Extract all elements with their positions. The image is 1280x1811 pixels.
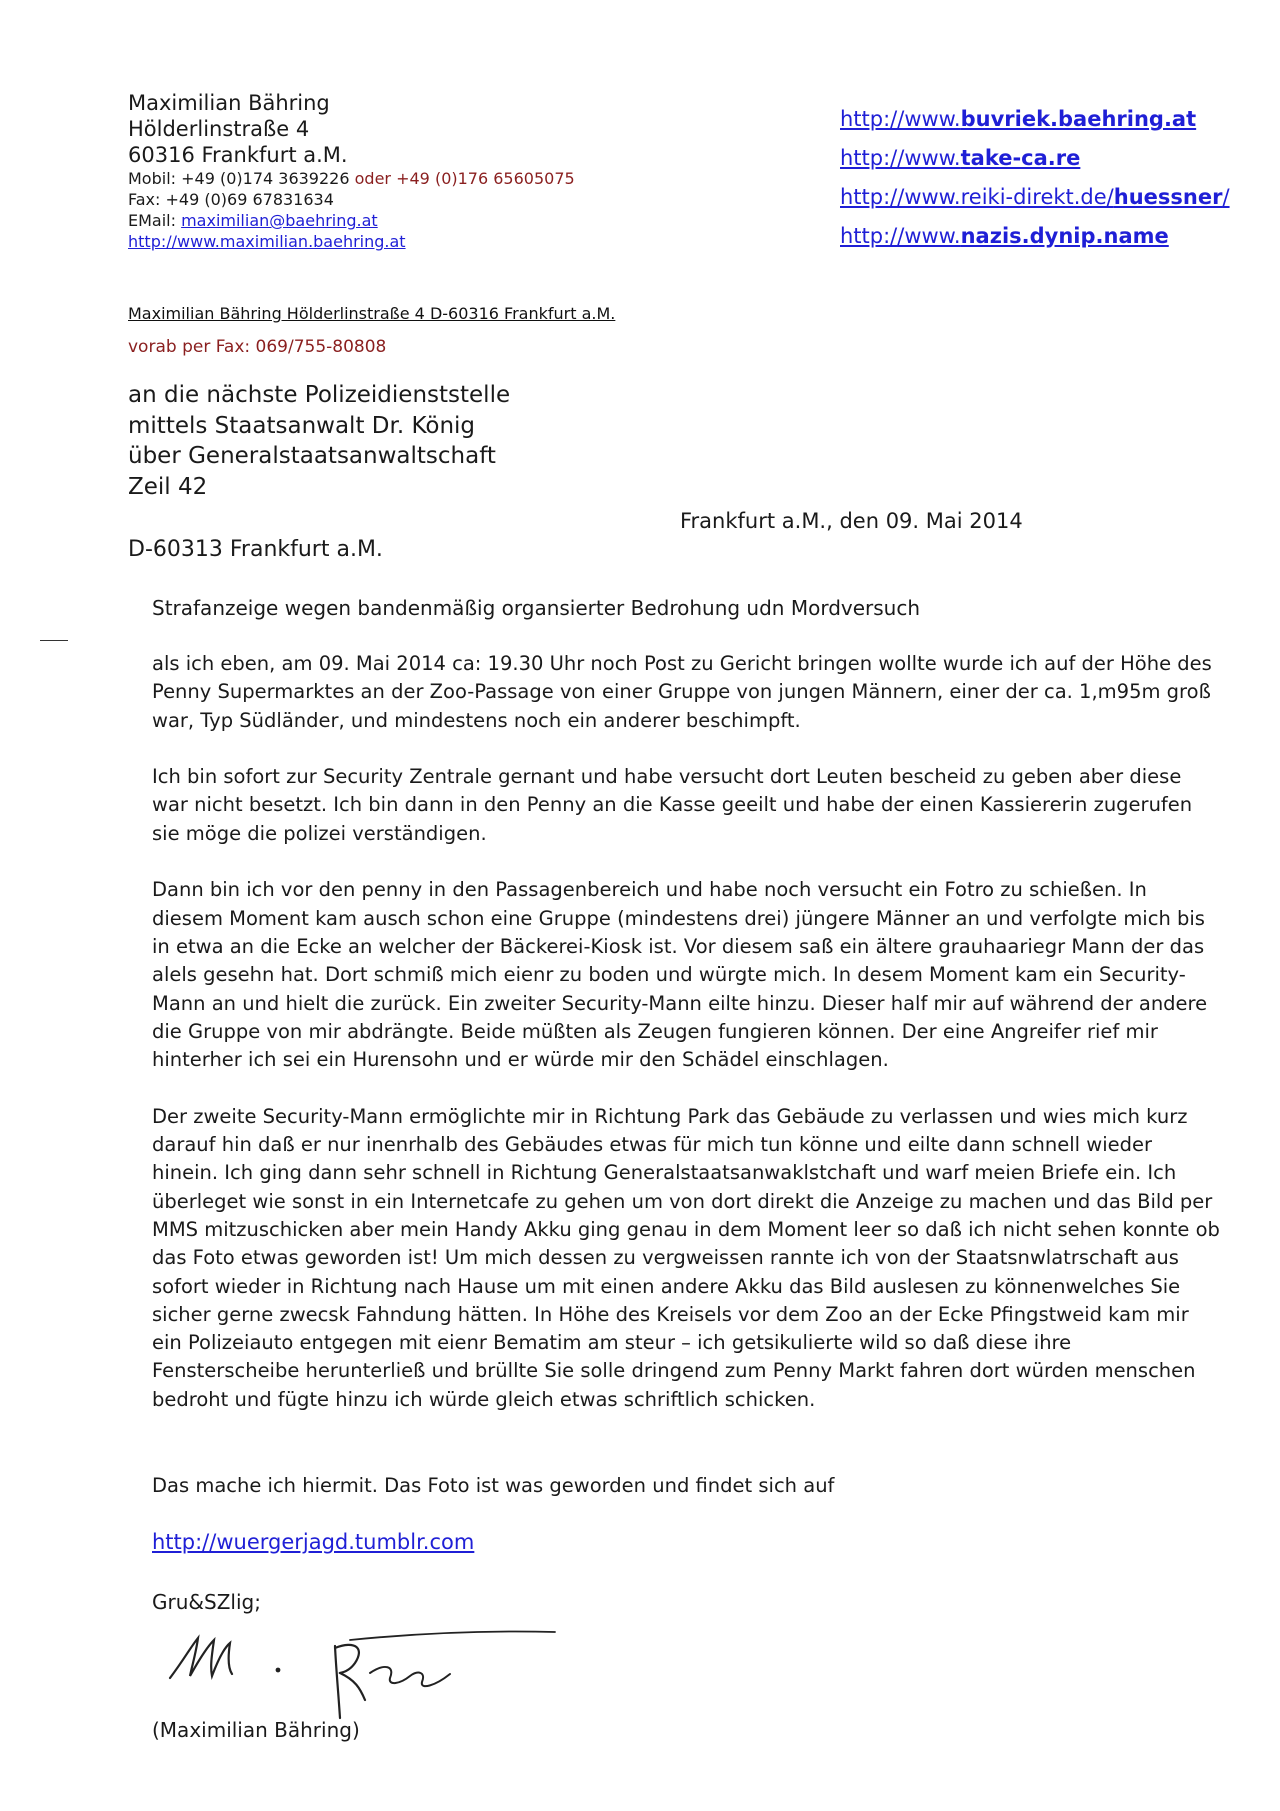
link-domain: huessner xyxy=(1113,185,1223,209)
recipient-line-3: über Generalstaatsanwaltschaft xyxy=(128,443,496,469)
mobile-oder: oder xyxy=(354,169,391,188)
subject-line: Strafanzeige wegen bandenmäßig organsierter Bedrohung udn Mordversuch xyxy=(152,596,921,620)
link-domain: buvriek.baehring.at xyxy=(960,107,1197,131)
link-take-care[interactable] xyxy=(840,139,1260,178)
letter-date: Frankfurt a.M., den 09. Mai 2014 xyxy=(680,509,1023,533)
email-link[interactable]: maximilian@baehring.at xyxy=(181,211,378,230)
link-prefix: http://www. xyxy=(840,224,961,248)
return-address: Maximilian Bähring Hölderlinstraße 4 D-60316 Frankfurt a.M. xyxy=(128,304,616,323)
recipient-block xyxy=(128,380,510,502)
body-paragraph-3: Dann bin ich vor den penny in den Passagenbereich und habe noch versucht ein Fotro zu schießen. In diesem Moment kam ausch schon eine Gruppe (mindestens drei) jüngere Männer an und verfolgte mich bis in etwa an die Ecke an welcher der Bäckerei-Kiosk ist. Vor diesem saß ein ältere grauhaariegr Mann der das alels gesehn hat. Dort schmiß mich eienr zu boden und würgte mich. In desem Moment kam ein Security-Mann an und hielt die zurück. Ein zweiter Security-Mann eilte hinzu. Dieser half mir auf während der andere die Gruppe von mir abdrängte. Beide müßten als Zeugen fungieren können. Der eine Angreifer rief mir hinterher ich sei ein Hurensohn und er würde mir den Schädel einschlagen. xyxy=(152,878,1208,1072)
sender-name: Maximilian Bähring xyxy=(128,91,330,115)
link-domain: nazis.dynip.name xyxy=(960,224,1169,248)
link-list xyxy=(840,100,1260,256)
recipient-line-4: Zeil 42 xyxy=(128,473,208,500)
body-paragraph-2: Ich bin sofort zur Security Zentrale gernant und habe versucht dort Leuten bescheid zu geben aber diese war nicht besetzt. Ich bin dann in den Penny an die Kasse geeilt und habe der einen Kassiererin zugerufen sie möge die polizei verständigen. xyxy=(152,765,1193,845)
photo-link[interactable]: http://wuergerjagd.tumblr.com xyxy=(152,1530,475,1554)
sender-email xyxy=(128,210,768,231)
body-paragraph-4: Der zweite Security-Mann ermöglichte mir in Richtung Park das Gebäude zu verlassen und wies mich kurz darauf hin daß er nur inenrhalb des Gebäudes etwas für mich tun könne und eilte dann schnell wieder hinein. Ich ging dann sehr schnell in Richtung Generalstaatsanwaklstchaft und warf meien Briefe ein. Ich überleget wie sonst in ein Internetcafe zu gehen um von dort direkt die Anzeige zu machen und das Bild per MMS mitzuschicken aber mein Handy Akku ging genau in dem Moment leer so daß ich nicht sehen konnte ob das Foto etwas geworden ist! Um mich dessen zu vergweissen rannte ich von der Staatsnwlatrschaft aus sofort wieder in Richtung nach Hause um mit einen andere Akku das Bild auslesen zu könnenwelches Sie sicher gerne zwecsk Fahndung hätten. In Höhe des Kreisels vor dem Zoo an der Ecke Pfingstweid kam mir ein Polizeiauto entgegen mit eienr Bematim am steur – ich getsikulierte wild so daß diese ihre Fensterscheibe herunterließ und brüllte Sie solle dringend zum Penny Markt fahren dort würden menschen bedroht und fügte hinzu ich würde gleich etwas schriftlich schicken. xyxy=(152,1104,1220,1411)
link-suffix: / xyxy=(1222,185,1230,209)
fold-mark xyxy=(40,640,68,641)
greeting: Gru&SZlig; xyxy=(152,1590,261,1614)
recipient-city: D-60313 Frankfurt a.M. xyxy=(128,537,383,562)
link-buvriek[interactable] xyxy=(840,100,1260,139)
signed-name: (Maximilian Bähring) xyxy=(152,1718,360,1742)
link-prefix: http://www. xyxy=(840,107,961,131)
link-nazis[interactable] xyxy=(840,217,1260,256)
sender-mobile xyxy=(128,168,768,189)
sender-street: Hölderlinstraße 4 xyxy=(128,117,310,141)
recipient-line-1: an die nächste Polizeidienststelle xyxy=(128,382,511,408)
link-prefix: http://www. xyxy=(840,146,961,170)
fax-number: +49 (0)69 67831634 xyxy=(165,190,334,209)
mobile-number-1: +49 (0)174 3639226 xyxy=(181,169,350,188)
link-domain: take-ca.re xyxy=(960,146,1081,170)
body-paragraph-5: Das mache ich hiermit. Das Foto ist was geworden und findet sich auf xyxy=(152,1474,835,1497)
sender-website xyxy=(128,231,768,252)
fax-note: vorab per Fax: 069/755-80808 xyxy=(128,337,387,357)
fax-label: Fax: xyxy=(128,190,161,209)
mobile-number-2: +49 (0)176 65605075 xyxy=(396,169,575,188)
mobile-label: Mobil: xyxy=(128,169,177,188)
website-link[interactable]: http://www.maximilian.baehring.at xyxy=(128,232,406,251)
email-label: EMail: xyxy=(128,211,176,230)
sender-fax xyxy=(128,189,768,210)
link-prefix: http://www.reiki-direkt.de/ xyxy=(840,185,1114,209)
letter-body xyxy=(152,650,1222,1442)
recipient-line-2: mittels Staatsanwalt Dr. König xyxy=(128,412,476,439)
sender-block xyxy=(128,90,768,252)
sender-city: 60316 Frankfurt a.M. xyxy=(128,143,348,167)
body-paragraph-1: als ich eben, am 09. Mai 2014 ca: 19.30 Uhr noch Post zu Gericht bringen wollte wurde ich auf der Höhe des Penny Supermarktes an der Zoo-Passage von einer Gruppe von jungen Männern, einer der ca. 1,m95m groß war, Typ Südländer, und mindestens noch ein anderer beschimpft. xyxy=(152,652,1212,732)
link-reiki[interactable] xyxy=(840,178,1260,217)
